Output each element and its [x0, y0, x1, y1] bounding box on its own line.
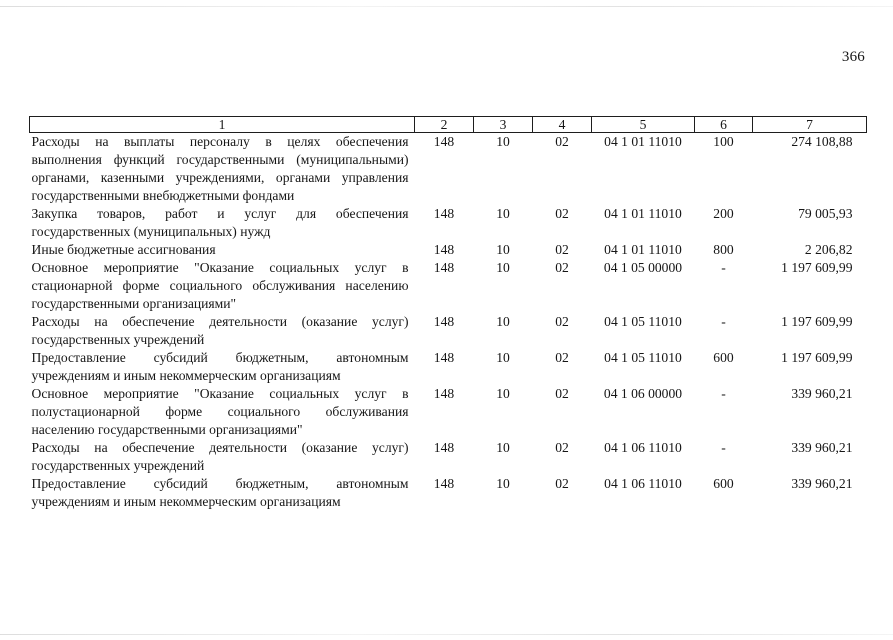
- table-row: [30, 349, 867, 385]
- column-header-2: 2: [415, 117, 474, 133]
- row-code-2: 148: [433, 386, 455, 401]
- row-code-5: 04 1 05 11010: [604, 314, 682, 329]
- table-row: [30, 475, 867, 511]
- row-code-4: 02: [555, 476, 569, 491]
- row-code-3: 10: [496, 206, 510, 221]
- row-description: Иные бюджетные ассигнования: [31, 242, 216, 257]
- table-row: [30, 439, 867, 475]
- row-code-3: 10: [496, 386, 510, 401]
- row-code-4: 02: [555, 350, 569, 365]
- table-row: [30, 241, 867, 259]
- row-description: Закупка товаров, работ и услуг для обеспечения государственных (муниципальных) нужд: [31, 206, 409, 239]
- row-code-5: 04 1 01 11010: [604, 134, 682, 149]
- row-description: Основное мероприятие "Оказание социальных услуг в стационарной форме социального обслуживания населению государственными организациями": [31, 260, 409, 311]
- row-code-2: 148: [433, 440, 455, 455]
- column-header-7: 7: [753, 117, 867, 133]
- row-code-6: -: [721, 386, 726, 401]
- row-code-5: 04 1 01 11010: [604, 206, 682, 221]
- scan-artifact-bottom: [0, 634, 893, 635]
- row-code-4: 02: [555, 134, 569, 149]
- scan-artifact-top: [0, 6, 893, 7]
- row-code-2: 148: [433, 242, 455, 257]
- row-code-6: 600: [713, 350, 734, 365]
- row-code-5: 04 1 05 00000: [603, 260, 683, 275]
- row-code-3: 10: [496, 260, 510, 275]
- table-row: [30, 205, 867, 241]
- table-row: [30, 313, 867, 349]
- row-code-4: 02: [555, 206, 569, 221]
- row-code-4: 02: [555, 440, 569, 455]
- row-code-2: 148: [433, 350, 455, 365]
- row-code-3: 10: [496, 440, 510, 455]
- row-code-4: 02: [555, 314, 569, 329]
- row-code-2: 148: [433, 476, 455, 491]
- row-code-6: -: [721, 314, 726, 329]
- row-amount: 1 197 609,99: [781, 260, 853, 275]
- row-code-5: 04 1 06 11010: [604, 476, 682, 491]
- row-code-5: 04 1 05 11010: [604, 350, 682, 365]
- row-description: Расходы на обеспечение деятельности (оказание услуг) государственных учреждений: [31, 440, 409, 473]
- row-code-6: 600: [713, 476, 734, 491]
- table-row: [30, 385, 867, 439]
- row-amount: 274 108,88: [791, 134, 853, 149]
- column-header-1: 1: [30, 117, 415, 133]
- row-code-6: 100: [713, 134, 734, 149]
- row-code-3: 10: [496, 476, 510, 491]
- row-code-4: 02: [555, 242, 569, 257]
- row-code-2: 148: [433, 206, 455, 221]
- column-header-6: 6: [695, 117, 753, 133]
- row-code-2: 148: [433, 314, 455, 329]
- row-code-4: 02: [555, 260, 569, 275]
- row-code-4: 02: [555, 386, 569, 401]
- row-amount: 1 197 609,99: [781, 350, 853, 365]
- row-code-3: 10: [496, 350, 510, 365]
- row-amount: 339 960,21: [791, 476, 853, 491]
- column-header-5: 5: [592, 117, 695, 133]
- row-amount: 79 005,93: [798, 206, 853, 221]
- row-description: Предоставление субсидий бюджетным, автономным учреждениям и иным некоммерческим организациям: [31, 350, 409, 383]
- row-amount: 339 960,21: [791, 440, 853, 455]
- row-code-3: 10: [496, 314, 510, 329]
- row-code-2: 148: [433, 134, 455, 149]
- row-amount: 1 197 609,99: [781, 314, 853, 329]
- row-code-3: 10: [496, 134, 510, 149]
- row-description: Предоставление субсидий бюджетным, автономным учреждениям и иным некоммерческим организациям: [31, 476, 409, 509]
- row-code-5: 04 1 01 11010: [604, 242, 682, 257]
- row-code-6: -: [721, 260, 726, 275]
- row-code-2: 148: [433, 260, 455, 275]
- row-description: Расходы на выплаты персоналу в целях обеспечения выполнения функций государственными (муниципальными) органами, казенными учреждениями, органами управления государственными внебюджетными фондами: [31, 134, 409, 203]
- row-amount: 339 960,21: [791, 386, 853, 401]
- column-header-3: 3: [474, 117, 533, 133]
- row-code-6: 800: [713, 242, 734, 257]
- row-code-3: 10: [496, 242, 510, 257]
- table-row: [30, 133, 867, 206]
- row-description: Расходы на обеспечение деятельности (оказание услуг) государственных учреждений: [31, 314, 409, 347]
- table-header-row: [30, 117, 867, 133]
- page-number: 366: [841, 49, 865, 65]
- row-code-5: 04 1 06 00000: [603, 386, 683, 401]
- budget-table: [29, 116, 867, 511]
- row-code-6: 200: [713, 206, 734, 221]
- row-amount: 2 206,82: [804, 242, 853, 257]
- row-code-5: 04 1 06 11010: [604, 440, 682, 455]
- row-code-6: -: [721, 440, 726, 455]
- table-row: [30, 259, 867, 313]
- column-header-4: 4: [533, 117, 592, 133]
- row-description: Основное мероприятие "Оказание социальных услуг в полустационарной форме социального обслуживания населению государственными организациями": [31, 386, 409, 437]
